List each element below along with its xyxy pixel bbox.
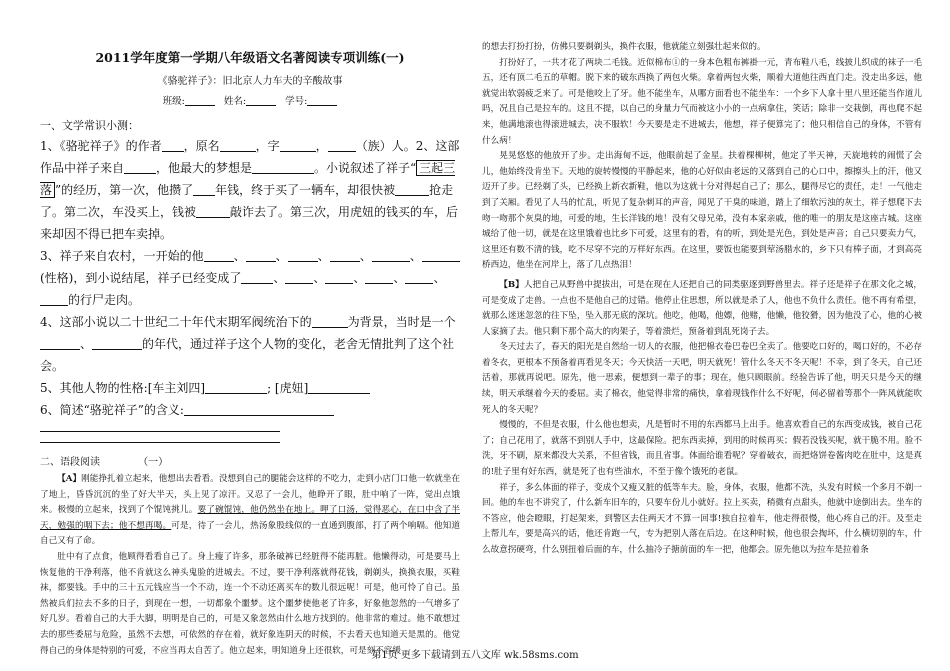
part2-paren: （一） — [138, 457, 169, 468]
q3-blank-11[interactable] — [405, 273, 433, 284]
right-para-2: 晃晃悠悠的他放开了步。走出海甸不远，他眼前起了金星。扶着棵柳树，他定了半天神，天旋地转的闹慌了会儿，他始终没肯坐下。天地的旋转慢慢的平静起来，他的心好似由老远的又落到自己的心口中，擦擦头上的汗，他又迈开了步。已经剃了头，已经换上新衣新鞋，他以为这就十分对得起自己了；那么，腿得尽它的责任，走！一气他走到了关厢。看见了人马的忙乱，听见了复杂刺耳的声音，闻见了干臭的味道，踏上了细软污浊的灰土，祥子想爬下去吻一吻那个灰臭的地，可爱的地，生长洋钱的地！没有父母兄弟，没有本家亲戚，他的唯一的朋友是这座古城。这座城给了他一切，就是在这里饿着也比乡下可爱，这里有的看，有的听，到处是光色，到处是声音；自己只要卖力气，这里还有数不清的钱，吃不尽穿不完的万样好东西。在这里，要饭也能要到荤汤腊水的，乡下只有棒子面，才到高亮桥西边，他坐在河岸上，落了几点热泪！ — [482, 151, 922, 271]
q1-blank-zi[interactable] — [280, 141, 316, 152]
question-5 — [40, 377, 460, 399]
q3-blank-7[interactable] — [241, 273, 273, 284]
q1-blank-name[interactable] — [220, 141, 256, 152]
question-6 — [40, 399, 460, 421]
q3-sep: 、 — [275, 249, 288, 263]
q1-text-d: ， — [315, 139, 328, 153]
q6-blank-line-2[interactable] — [40, 423, 280, 432]
passage-b-text-1: 人把自己从野兽中提拔出，可是在现在人还把自己的同类驱逐到野兽里去。祥子还是祥子在那文化之城，可是变成了走兽。一点也不是他自己的过错。他停止住思想，所以就是杀了人，他也不负什么责任。他不再有希望，就那么迷迷忽忽的往下坠，坠入那无底的深坑。他吃，他喝，他嫖，他赌，他懒，他狡猾，因为他没了心，他的心被人家摘了去。他只剩下那个高大的肉架子，等着溃烂，预备着到乱死岗子去。 — [482, 279, 922, 337]
right-column — [482, 40, 922, 559]
passage-b-para-4: 祥子，多么体面的祥子，变成个又瘦又脏的低等车夫。脸，身体，衣服，他都不洗，头发有时候一个多月不剃一回。他的车也不讲究了，什么新车旧车的，只要车份儿小就好。拉上买卖，稍微有点甜头，他就中途倒出去。坐车的不答应，他会瞪眼，打起架来，到警区去住两天才不算一回事!独自拉着车，他走得很慢，他心疼自己的汗。及至走上帮儿车，要是高兴的话，他还肯跑一气，专为把别人落在后边。在这种时候，他也很会掏坏，什么横切别的车，什么故意拐硬弯，什么别扭着后面的车，什么抽冷子搪前面的车一把，他都会。原先他以为拉车是拉着条 — [482, 482, 922, 555]
q1-blank-extort[interactable] — [196, 207, 230, 218]
q6-blank-1[interactable] — [184, 405, 334, 416]
passage-b-para-1 — [482, 278, 922, 340]
q5-blank-huniu[interactable] — [308, 383, 370, 394]
q3-blank-10[interactable] — [365, 273, 393, 284]
q1-text-h: ”的经历，第一次，他攒了 — [55, 183, 194, 197]
q3-blank-4[interactable] — [330, 251, 360, 262]
q1-blank-dream[interactable] — [252, 163, 314, 174]
q1-text-b: ，原名 — [183, 139, 220, 153]
passage-a-para-2: 肚中有了点食，他顾得看看自己了。身上瘦了许多，那条破裤已经脏得不能再脏。他懒得动，可是要马上恢复他的干净利落，他不肯就这么神头鬼脸的进城去。不过，要干净利落就得花钱，剃剃头，换换衣服，买鞋袜，都要钱。手中的三十五元钱应当一个不动，连一个不动还离买车的数儿很远呢！可是，他可怜了自己。虽然被兵们拉去不多的日子，到现在一想，一切都象个噩梦。这个噩梦使他老了许多，好象他忽然的一气增多了好几岁。看着自己的大手大脚，明明是自己的，可是又象忽然由什么地方找到的。他非常的难过。他不敢想过去的那些委屈与危险，虽然不去想，可依然的存在着，就好象连阴天的时候，不去看天也知道天是黑的。他觉得自己的身体是特别的可爱，不应当再太自苦了。他立起来，明知道身上还很软，可是刻不容缓 — [40, 551, 460, 656]
passage-a-underlined: 要了碗馄饨，他仍然坐在地上。呷了口汤，觉得恶心，在口中含了半天，勉强的咽下去；他不想再喝。 — [40, 505, 460, 531]
q4-text-c: 的年代，通过祥子这个人物的变化，老舍无情批判了这个社会。 — [40, 337, 455, 373]
q3-sep: 、 — [359, 249, 372, 263]
q5-liusi-label: [车主刘四] — [147, 381, 206, 395]
part1-heading: 一、文学常识小测： — [40, 119, 139, 132]
student-info-line — [40, 93, 460, 107]
q1-text-f: ，他最大的梦想是 — [156, 161, 253, 175]
page-subtitle: 《骆驼祥子》：旧北京人力车夫的辛酸故事 — [157, 76, 343, 87]
q6-blank-line-3[interactable] — [40, 434, 280, 443]
q3-blank-5[interactable] — [372, 251, 410, 262]
q3-blank-6[interactable] — [422, 251, 460, 262]
q3-text-a: 3、祥子来自农村，一开始的他 — [40, 249, 204, 263]
id-label: 学号: — [285, 96, 308, 107]
q1-text-e: （族）人。2、这部作品中祥子来自 — [40, 139, 460, 175]
q5-sep: ; — [267, 381, 275, 395]
q3-blank-2[interactable] — [246, 251, 276, 262]
question-3 — [40, 245, 460, 311]
q1-text-c: ，字 — [255, 139, 280, 153]
right-para-0: 的想去打扮打扮，仿佛只要剃剃头，换件衣服，他就能立刻强壮起来似的。 — [482, 42, 766, 52]
q3-sep: 、 — [433, 271, 446, 285]
passage-b-para-3: 慢慢的，不但是衣服，什么他也想卖，凡是暂时不用的东西都马上出手。他喜欢看自己的东西变成钱，被自己花了；自己花用了，就落不到别人手中，这最保险。把东西卖掉，到用的时候再买；假若没钱买呢，就干脆不用。脸不洗，牙不刷，原来都没大关系，不但省钱，而且省事。体面给谁看呢？穿着破衣，而把烙饼卷酱肉吃在肚中，这是真的!肚子里有好东西，就是死了也有些油水，不至于像个饿死的老鼠。 — [482, 420, 922, 478]
class-blank[interactable] — [185, 95, 215, 106]
q6-text: 6、简述“骆驼祥子”的含义: — [40, 403, 184, 417]
q3-sep: 、 — [273, 271, 286, 285]
q3-blank-12[interactable] — [40, 295, 68, 306]
q3-sep: 、 — [313, 271, 326, 285]
q1-text-i: 年钱，终于买了一辆车，却很快被 — [215, 183, 396, 197]
q1-blank-origin[interactable] — [124, 163, 156, 174]
part2-heading — [40, 453, 460, 468]
name-blank[interactable] — [246, 95, 276, 106]
passage-b-label: 【B】 — [499, 279, 524, 290]
q5-text-a: 5、其他人物的性格: — [40, 381, 148, 395]
q1-blank-robbed[interactable] — [395, 185, 429, 196]
q1-text-a: 1、《骆驼祥子》的作者 — [40, 139, 162, 153]
q3-text-c: (性格)，到小说结尾，祥子已经变成了 — [40, 271, 242, 285]
q1-boxed-phrase: 三起三落 — [40, 161, 456, 197]
page-title: 2011学年度第一学期八年级语文名著阅读专项训练(一) — [95, 50, 405, 65]
q4-text-a: 4、这部小说以二十世纪二十年代末期军阀统治下的 — [40, 315, 312, 329]
passage-a-label: 【A】 — [57, 474, 82, 484]
q1-text-j: 抢走了。第二次，车没买上，钱被 — [40, 183, 454, 219]
q3-blank-3[interactable] — [288, 251, 318, 262]
class-label: 班级: — [162, 96, 185, 107]
q3-text-d: 的行尸走肉。 — [68, 293, 141, 307]
question-1 — [40, 135, 460, 245]
q4-text-b: 为背景，当时是一个 — [347, 315, 456, 329]
q1-blank-years[interactable] — [193, 185, 215, 196]
page-footer: 第1页 更多下载请到五八文库 wk.58sms.com — [371, 650, 579, 661]
q3-sep: 、 — [409, 249, 422, 263]
name-label: 姓名: — [223, 96, 247, 107]
q1-blank-author[interactable] — [162, 141, 184, 152]
part2-heading-text: 二、语段阅读 — [40, 457, 100, 468]
q4-blank-background[interactable] — [312, 317, 348, 328]
q1-text-k: 敲诈去了。第三次，用虎妞的钱买的车，后来却因不得已把车卖掉。 — [40, 205, 459, 241]
q3-blank-9[interactable] — [325, 273, 353, 284]
q4-sep: 、 — [80, 337, 93, 351]
left-column — [40, 48, 460, 659]
q3-blank-1[interactable] — [204, 251, 234, 262]
id-blank[interactable] — [307, 95, 337, 106]
q3-sep: 、 — [353, 271, 366, 285]
q1-text-g: 。小说叙述了祥子“ — [314, 161, 417, 175]
q3-blank-8[interactable] — [285, 273, 313, 284]
q3-sep: 、 — [317, 249, 330, 263]
q4-blank-era-1[interactable] — [40, 339, 80, 350]
q3-sep: 、 — [393, 271, 406, 285]
passage-a-text-1: 刚能挣扎着立起来，他想出去看看。没想到自己的腿能会这样的不吃力，走到小店门口他一软就坐在了地上，昏昏沉沉的坐了好大半天，头上见了凉汗。又忍了一会儿，他睁开了眼，肚中响了一阵，觉出点饿来。极慢的立起来，找到了个馄饨挑儿。 — [40, 474, 460, 516]
q5-blank-liusi[interactable] — [205, 383, 267, 394]
q5-huniu-label: [虎妞] — [274, 381, 309, 395]
question-4 — [40, 311, 460, 377]
passage-b-para-2: 冬天过去了，春天的阳光是自然给一切人的衣服，他把棉衣卷巴卷巴全卖了。他要吃口好的，喝口好的，不必存着冬衣，更根本不预备着再看见冬天；今天快活一天吧，明天就死！管什么冬天不冬天呢！不幸，到了冬天，自己还活着，那就再说吧。原先，他一思索，便想到一辈子的事；现在，他只顾眼前。经验告诉了他，明天只是今天的继续，明天承继着今天的委屈。卖了棉衣，他觉得非常的痛快，拿着现钱作什么不好呢，何必留着等那个一阵风就能吹死人的冬天呢？ — [482, 342, 922, 415]
q1-blank-ethnic[interactable] — [328, 141, 356, 152]
passage-a-text-2: 可是，待了一会儿，热汤象股线似的一直通到腹部，打了两个响嗝。他知道自己又有了命。 — [40, 520, 460, 547]
right-para-1: 打扮好了，一共才花了两块二毛钱。近似棉布①的一身本色粗布裤褂一元，青布鞋八毛，线披儿织成的袜子一毛五，还有顶二毛五的草帽。脱下来的破东西换了两包火柴。拿着两包火柴，顺着大道他往西直门走。没走出多远，他就觉出软弱疲乏来了。可是他咬上了牙。他不能坐车，从哪方面看也不能坐车：一个乡下人拿十里八里还能当作道儿吗，况且自己是拉车的。这且不提，以自己的身量力气而被这小小的一点病拿住，笑话；除非一交栽倒，再也爬不起来，他满地滚也得滚进城去，决不服软！今天要是走不进城去，他想，祥子便算完了；他只相信自己的身体，不管有什么病！ — [482, 57, 922, 146]
q4-blank-era-2[interactable] — [92, 339, 142, 350]
passage-a-para-1 — [40, 472, 460, 550]
q3-sep: 、 — [233, 249, 246, 263]
